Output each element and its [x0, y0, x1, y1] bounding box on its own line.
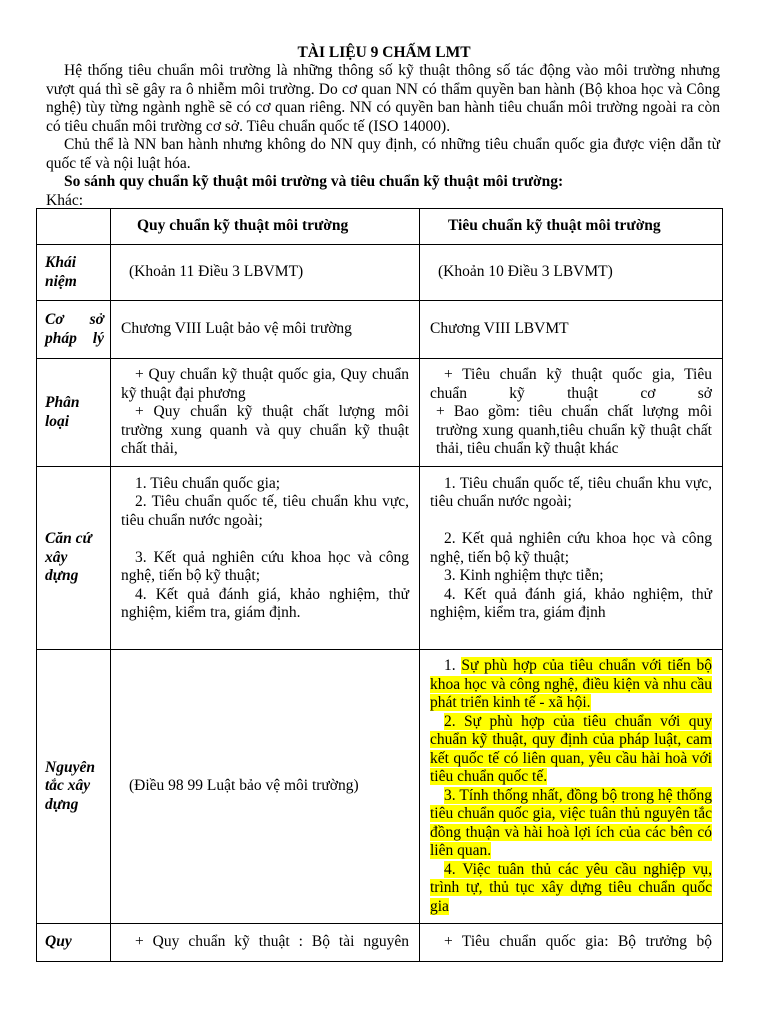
table-row: [37, 467, 723, 650]
diff-label: Khác:: [46, 191, 84, 209]
row-label-classification: Phân loại: [37, 359, 111, 467]
classification-standard: + Tiêu chuẩn kỹ thuật quốc gia, Tiêu chuẩn kỹ thuật cơ sở + Bao gồm: tiêu chuẩn chất lượng môi trường xung quanh,tiêu chuẩn kỹ thuật chất thải, tiêu chuẩn kỹ thuật khác: [420, 359, 723, 467]
table-row: [37, 359, 723, 467]
row-label-concept: Khái niệm: [37, 245, 111, 301]
principles-standard: [420, 650, 723, 924]
legal-basis-regulation: Chương VIII Luật bảo vệ môi trường: [111, 301, 420, 359]
table-row: [37, 924, 723, 962]
principle-item: 4. Việc tuân thủ các yêu cầu nghiệp vụ, trình tự, thủ tục xây dựng tiêu chuẩn quốc gia: [430, 860, 712, 915]
table-row: [37, 301, 723, 359]
row-label-authority: Quy: [37, 924, 111, 962]
intro-text: [46, 62, 720, 210]
principle-item: 3. Tính thống nhất, đồng bộ trong hệ thống tiêu chuẩn quốc gia, việc tuân thủ nguyên tắc đồng thuận và hài hoà lợi ích của các bên có liên quan.: [430, 786, 712, 859]
row-label-legal-basis: Cơ sở pháp lý: [37, 301, 111, 359]
row-label-principles: Nguyên tắc xây dựng: [37, 650, 111, 924]
concept-standard: (Khoản 10 Điều 3 LBVMT): [420, 245, 723, 301]
table-row: [37, 650, 723, 924]
header-empty-cell: [37, 209, 111, 245]
principle-item: 1. Sự phù hợp của tiêu chuẩn với tiến bộ khoa học và công nghệ, điều kiện và nhu cầu phát triển kinh tế - xã hội.: [430, 657, 713, 711]
row-label-basis: Căn cứ xây dựng: [37, 467, 111, 650]
authority-regulation: + Quy chuẩn kỹ thuật : Bộ tài nguyên: [111, 924, 420, 962]
header-regulation: Quy chuẩn kỹ thuật môi trường: [111, 209, 420, 245]
intro-paragraph-1: Hệ thống tiêu chuẩn môi trường là những thông số kỹ thuật thông số tác động vào môi trường nhưng vượt quá thì sẽ gây ra ô nhiễm môi trường. Do cơ quan NN có thẩm quyền ban hành (Bộ khoa học và Công nghệ) tùy từng ngành nghề sẽ có cơ quan riêng. NN có quyền ban hành tiêu chuẩn môi trường ngoài ra còn có tiêu chuẩn môi trường cơ sở. Tiêu chuẩn quốc tế (ISO 14000).: [46, 62, 720, 135]
basis-regulation: 1. Tiêu chuẩn quốc gia; 2. Tiêu chuẩn quốc tế, tiêu chuẩn khu vực, tiêu chuẩn nước ngoài; 3. Kết quả nghiên cứu khoa học và công nghệ, tiến bộ kỹ thuật; 4. Kết quả đánh giá, khảo nghiệm, thử nghiệm, kiểm tra, giám định.: [111, 467, 420, 650]
principle-item: 2. Sự phù hợp của tiêu chuẩn với quy chuẩn kỹ thuật, quy định của pháp luật, cam kết quốc tế có liên quan, yêu cầu hài hoà với tiêu chuẩn quốc tế.: [430, 712, 713, 785]
basis-standard: 1. Tiêu chuẩn quốc tế, tiêu chuẩn khu vực, tiêu chuẩn nước ngoài; 2. Kết quả nghiên cứu khoa học và công nghệ, tiến bộ kỹ thuật; 3. Kinh nghiệm thực tiễn; 4. Kết quả đánh giá, khảo nghiệm, thử nghiệm, kiểm tra, giám định: [420, 467, 723, 650]
intro-paragraph-2: Chủ thể là NN ban hành nhưng không do NN quy định, có những tiêu chuẩn quốc gia được viện dẫn từ quốc tế và nội luật hóa.: [46, 136, 720, 172]
header-standard: Tiêu chuẩn kỹ thuật môi trường: [420, 209, 723, 245]
concept-regulation: (Khoản 11 Điều 3 LBVMT): [111, 245, 420, 301]
compare-heading: So sánh quy chuẩn kỹ thuật môi trường và tiêu chuẩn kỹ thuật môi trường:: [64, 173, 564, 190]
table-header-row: [37, 209, 723, 245]
legal-basis-standard: Chương VIII LBVMT: [420, 301, 723, 359]
comparison-table: [36, 208, 723, 962]
table-row: [37, 245, 723, 301]
document-title: TÀI LIỆU 9 CHẤM LMT: [297, 44, 471, 61]
authority-standard: + Tiêu chuẩn quốc gia: Bộ trưởng bộ: [420, 924, 723, 962]
principles-regulation: (Điều 98 99 Luật bảo vệ môi trường): [111, 650, 420, 924]
classification-regulation: + Quy chuẩn kỹ thuật quốc gia, Quy chuẩn kỹ thuật đại phương + Quy chuẩn kỹ thuật chất lượng môi trường xung quanh và quy chuẩn kỹ thuật chất thải,: [111, 359, 420, 467]
